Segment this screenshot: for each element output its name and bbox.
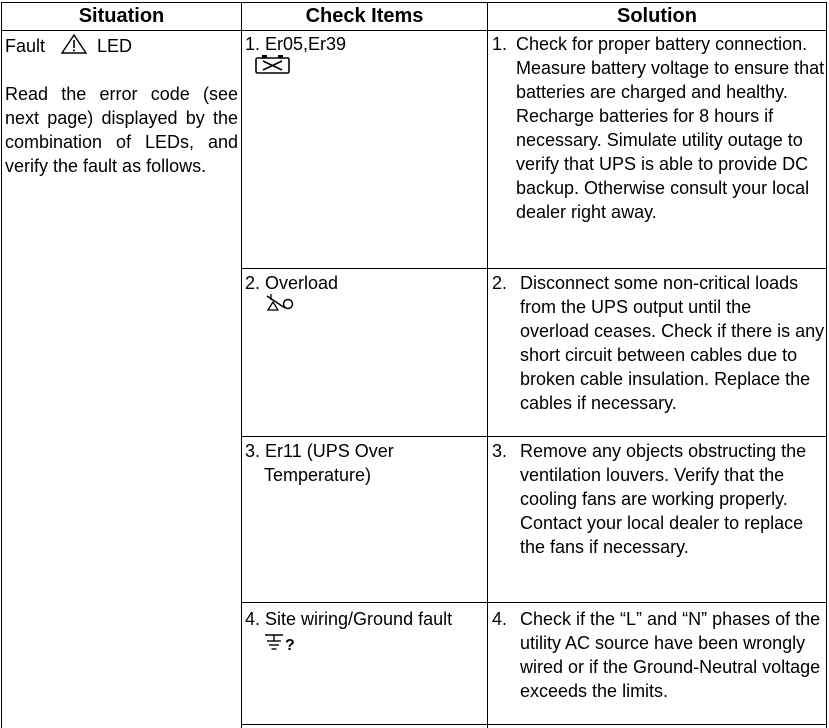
solution-text-2: Disconnect some non-critical loads from the UPS output until the overload ceases. Check if there is any short circuit between cables due to broken cable insulation. Replace the cables if necessary. — [520, 273, 825, 413]
solution-number-2: 2. — [492, 273, 508, 293]
solution-text-1: Check for proper battery connection. Measure battery voltage to ensure that batteries are charged and healthy. Recharge batteries for 8 hours if necessary. Simulate utility outage to verify that UPS is able to provide DC backup. Otherwise consult your local dealer right away. — [516, 34, 825, 222]
check-item-3-line2: Temperature) — [264, 465, 372, 485]
warning-triangle-icon — [61, 34, 87, 59]
column-divider — [487, 2, 488, 728]
header-check-items: Check Items — [305, 5, 424, 27]
row-divider — [241, 724, 827, 725]
header-situation: Situation — [78, 5, 165, 27]
solution-number-1: 1. — [492, 34, 508, 54]
row-divider — [241, 268, 827, 269]
header-solution: Solution — [617, 5, 697, 27]
led-label: LED — [97, 36, 133, 56]
fault-label: Fault — [5, 36, 46, 56]
row-divider — [241, 602, 827, 603]
row-divider — [241, 436, 827, 437]
solution-number-3: 3. — [492, 441, 508, 461]
check-item-3-line1: 3. Er11 (UPS Over — [245, 441, 394, 461]
solution-text-4: Check if the “L” and “N” phases of the utility AC source have been wrongly wired or if the Ground-Neutral voltage exceeds the limits. — [520, 609, 821, 701]
solution-text-3: Remove any objects obstructing the ventilation louvers. Verify that the cooling fans are working properly. Contact your local dealer to replace the fans if necessary. — [520, 441, 807, 557]
check-item-4: 4. Site wiring/Ground fault — [245, 609, 453, 629]
check-item-2: 2. Overload — [245, 273, 339, 293]
overload-icon — [265, 292, 295, 319]
ground-fault-icon — [263, 630, 299, 659]
header-divider — [1, 30, 827, 31]
battery-fault-icon — [254, 54, 294, 81]
solution-number-4: 4. — [492, 609, 508, 629]
situation-description: Read the error code (see next page) displayed by the combination of LEDs, and verify the fault as follows. — [5, 84, 238, 176]
svg-text:?: ? — [285, 637, 295, 654]
check-item-1: 1. Er05,Er39 — [245, 34, 347, 54]
column-divider — [241, 2, 242, 728]
